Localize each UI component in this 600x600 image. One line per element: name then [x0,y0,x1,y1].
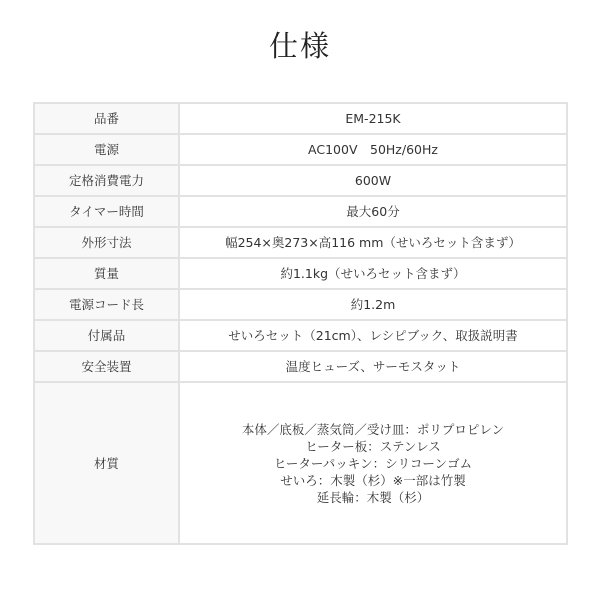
row-label: 安全装置 [34,351,179,382]
row-value: 約1.2m [179,289,567,320]
table-row [34,289,567,320]
row-label: 質量 [34,258,179,289]
row-value: 幅254×奥273×高116 mm（せいろセット含まず） [179,227,567,258]
row-label: 外形寸法 [34,227,179,258]
table-row [34,196,567,227]
row-value: AC100V 50Hz/60Hz [179,134,567,165]
row-label: 定格消費電力 [34,165,179,196]
material-line: ヒーターパッキン：シリコーンゴム [273,455,473,471]
table-row [34,258,567,289]
row-label: 品番 [34,103,179,134]
row-value: せいろセット（21cm）、レシピブック、取扱説明書 [179,320,567,351]
row-value: 温度ヒューズ、サーモスタット [179,351,567,382]
row-label: タイマー時間 [34,196,179,227]
table-row [34,227,567,258]
material-line: 延長輪：木製（杉） [316,489,430,505]
spec-table [33,102,568,545]
row-value: 600W [179,165,567,196]
row-value: EM-215K [179,103,567,134]
material-line: せいろ：木製（杉）※一部は竹製 [280,472,466,488]
table-row [34,134,567,165]
row-label: 電源コード長 [34,289,179,320]
table-row [34,103,567,134]
row-label: 電源 [34,134,179,165]
page-title: 仕様 [268,29,331,63]
row-value: 約1.1kg（せいろセット含まず） [179,258,567,289]
table-row [34,320,567,351]
table-row [34,165,567,196]
row-label: 材質 [34,382,179,544]
row-label: 付属品 [34,320,179,351]
row-value: 最大60分 [179,196,567,227]
material-line: ヒーター板：ステンレス [305,438,441,454]
table-row-material [34,382,567,544]
row-value [179,382,567,544]
table-row [34,351,567,382]
material-line: 本体／底板／蒸気筒／受け皿：ポリプロピレン [241,421,505,437]
